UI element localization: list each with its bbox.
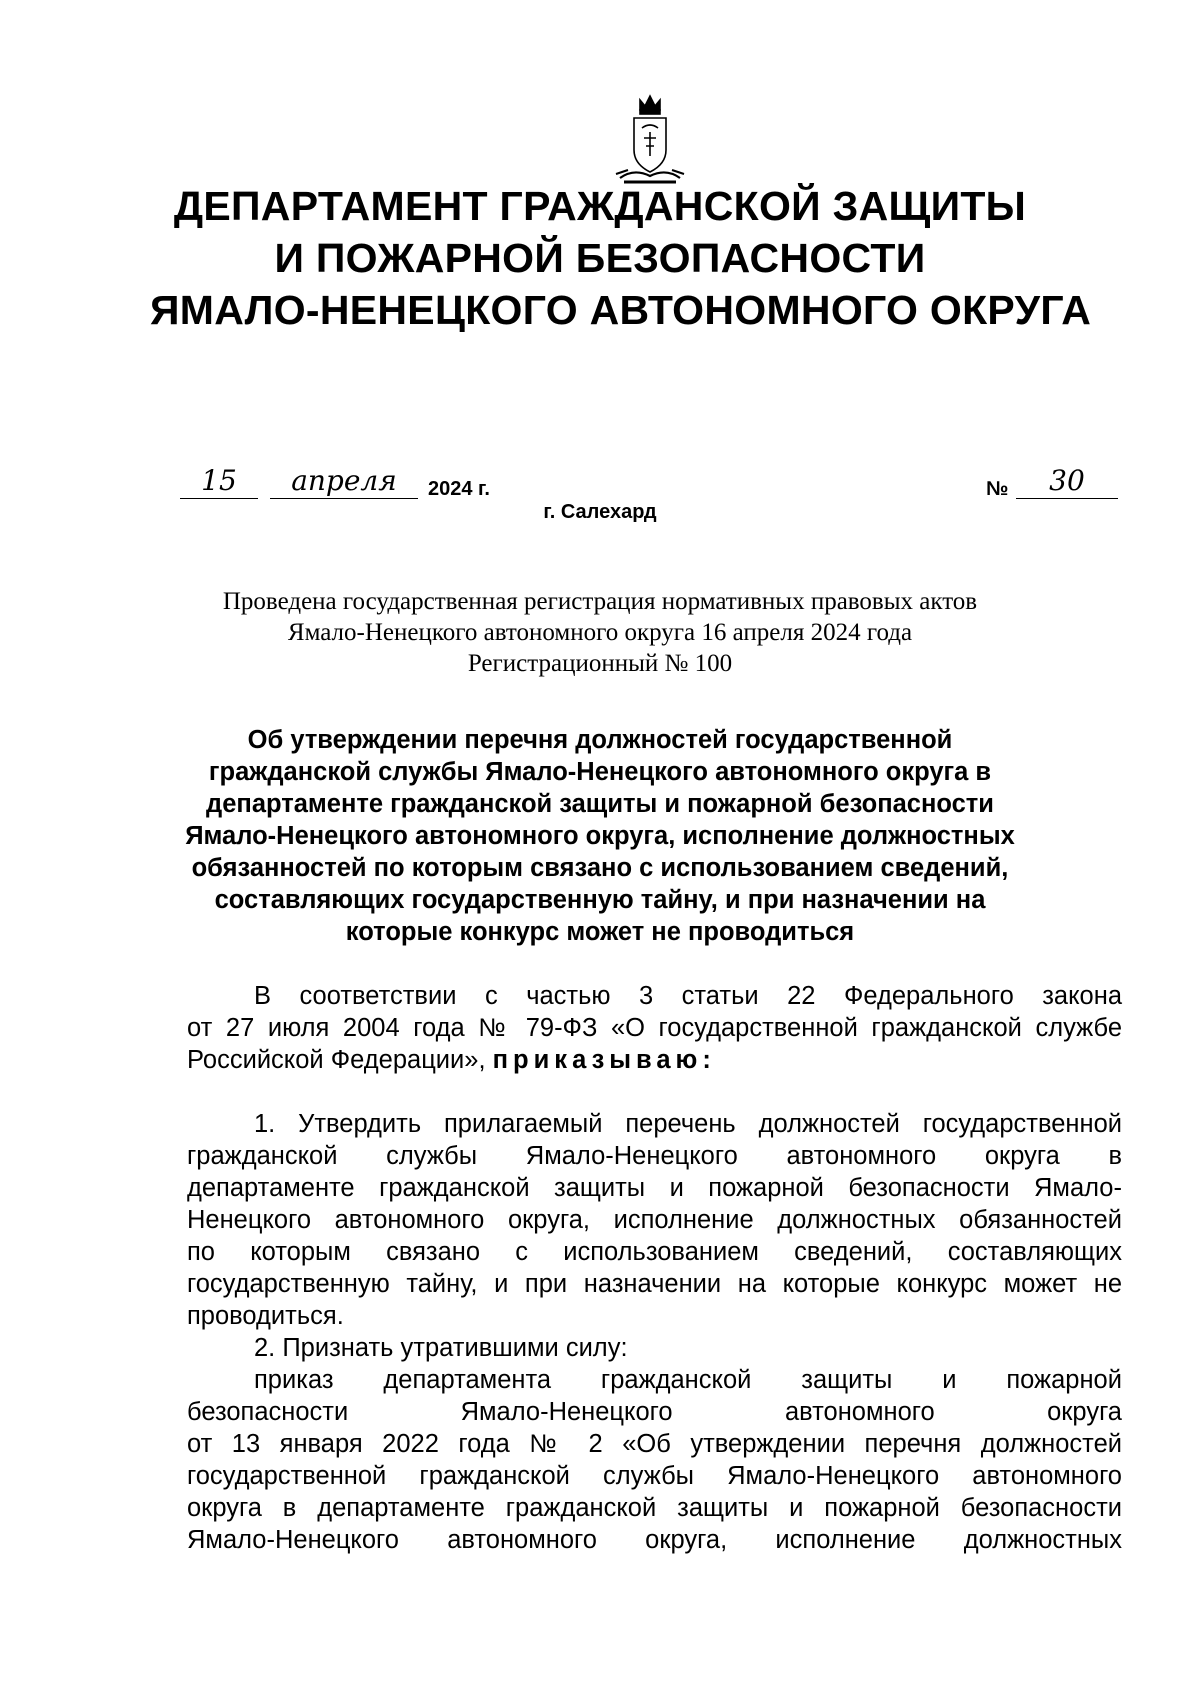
item1-last-line: проводиться. xyxy=(187,1302,344,1330)
header-line: ДЕПАРТАМЕНТ ГРАЖДАНСКОЙ ЗАЩИТЫ xyxy=(173,183,1027,229)
item1-line: государственную тайну, и при назначении на которые конкурс может не xyxy=(187,1270,1122,1298)
title-line: гражданской службы Ямало-Ненецкого автономного округа в xyxy=(208,758,992,786)
item2-line: безопасности Ямало-Ненецкого автономного округа xyxy=(187,1398,1122,1426)
preamble-last-line xyxy=(187,1044,1122,1076)
registration-note xyxy=(150,586,1050,679)
order-city: г. Салехард xyxy=(543,501,657,523)
item1-line: 1. Утвердить прилагаемый перечень должностей государственной xyxy=(254,1110,1122,1138)
order-year: 2024 г. xyxy=(428,478,490,500)
registration-line: Регистрационный № 100 xyxy=(467,650,733,677)
preamble-text: Российской Федерации», xyxy=(187,1046,486,1074)
order-day: 15 xyxy=(180,468,258,499)
item1-line: по которым связано с использованием сведений, составляющих xyxy=(187,1238,1122,1266)
item1-line: гражданской службы Ямало-Ненецкого автономного округа в xyxy=(187,1142,1122,1170)
yanao-coat-of-arms-icon xyxy=(610,92,690,188)
order-title xyxy=(150,724,1050,948)
item2-heading: 2. Признать утратившими силу: xyxy=(254,1334,628,1362)
title-line: которые конкурс может не проводиться xyxy=(345,918,855,946)
item2-line: округа в департаменте гражданской защиты и пожарной безопасности xyxy=(187,1494,1122,1522)
title-line: Об утверждении перечня должностей государственной xyxy=(247,726,953,754)
registration-line: Проведена государственная регистрация нормативных правовых актов xyxy=(222,588,978,615)
header-line: ЯМАЛО-НЕНЕЦКОГО АВТОНОМНОГО ОКРУГА xyxy=(150,287,1092,333)
preamble-line: от 27 июля 2004 года № 79-ФЗ «О государственной гражданской службе xyxy=(187,1014,1122,1042)
order-body xyxy=(187,980,1122,1556)
preamble-line: В соответствии с частью 3 статьи 22 Федерального закона xyxy=(254,982,1122,1010)
order-number: 30 xyxy=(1016,468,1118,499)
registration-line: Ямало-Ненецкого автономного округа 16 апреля 2024 года xyxy=(287,619,913,646)
paragraph-gap xyxy=(187,1076,1122,1108)
header-line: И ПОЖАРНОЙ БЕЗОПАСНОСТИ xyxy=(274,235,926,281)
title-line: обязанностей по которым связано с использованием сведений, xyxy=(191,854,1009,882)
item2-line: от 13 января 2022 года № 2 «Об утверждении перечня должностей xyxy=(187,1430,1122,1458)
order-number-label: № xyxy=(986,478,1009,500)
order-month: апреля xyxy=(270,468,418,499)
title-line: составляющих государственную тайну, и при назначении на xyxy=(214,886,986,914)
department-header xyxy=(150,180,1092,336)
item2-line: государственной гражданской службы Ямало-Ненецкого автономного xyxy=(187,1462,1122,1490)
order-command: приказываю: xyxy=(492,1046,716,1074)
title-line: Ямало-Ненецкого автономного округа, исполнение должностных xyxy=(185,822,1015,850)
title-line: департаменте гражданской защиты и пожарной безопасности xyxy=(206,790,994,818)
item1-line: департаменте гражданской защиты и пожарной безопасности Ямало- xyxy=(187,1174,1122,1202)
item2-line: Ямало-Ненецкого автономного округа, исполнение должностных xyxy=(187,1526,1122,1554)
item1-line: Ненецкого автономного округа, исполнение должностных обязанностей xyxy=(187,1206,1122,1234)
item2-line: приказ департамента гражданской защиты и пожарной xyxy=(254,1366,1122,1394)
